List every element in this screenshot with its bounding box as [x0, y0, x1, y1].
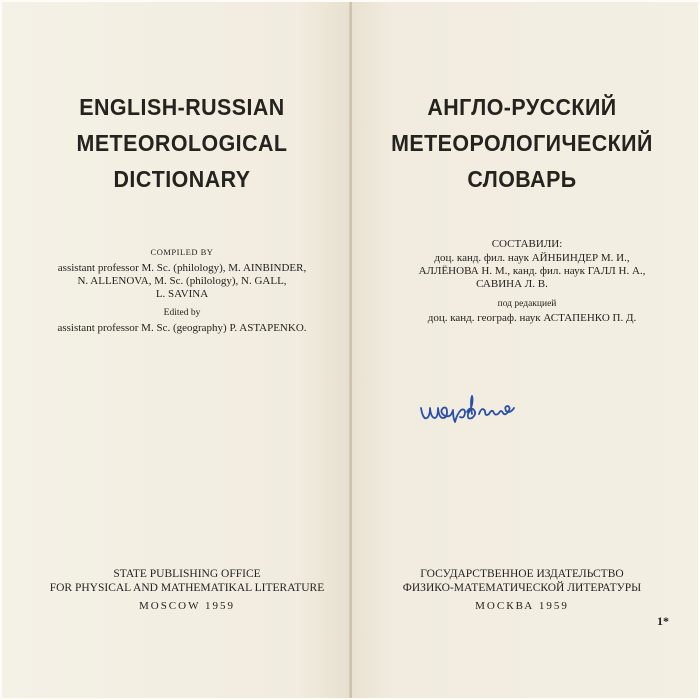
russian-compilers-line-3: САВИНА Л. В. [476, 278, 548, 290]
right-page-russian [352, 2, 698, 698]
russian-publisher-line-1: ГОСУДАРСТВЕННОЕ ИЗДАТЕЛЬСТВО [420, 568, 624, 580]
russian-title-line-1: АНГЛО-РУССКИЙ [427, 94, 617, 120]
russian-title-line-2: МЕТЕОРОЛОГИЧЕСКИЙ [391, 130, 653, 156]
russian-title-line-3: СЛОВАРЬ [467, 166, 577, 192]
english-compiled-by-label: COMPILED BY [150, 247, 214, 257]
russian-compilers-line-2: АЛЛЁНОВА Н. М., канд. фил. наук ГАЛЛ Н. А., [418, 265, 646, 277]
english-title-line-3: DICTIONARY [113, 166, 251, 192]
english-publisher-line-1: STATE PUBLISHING OFFICE [113, 568, 261, 580]
handwritten-signature [417, 394, 527, 434]
russian-place-year: МОСКВА 1959 [475, 600, 569, 612]
russian-edited-by-label: под редакцией [497, 299, 557, 309]
russian-compilers-line-1: доц. канд. фил. наук АЙНБИНДЕР М. И., [434, 252, 630, 264]
russian-editor-line: доц. канд. географ. наук АСТАПЕНКО П. Д. [427, 312, 637, 324]
book-spread [2, 2, 698, 698]
english-compilers-line-3: L. SAVINA [155, 288, 209, 300]
english-place-year: MOSCOW 1959 [138, 600, 236, 612]
english-compilers-line-2: N. ALLENOVA, M. Sc. (philology), N. GALL, [77, 275, 287, 287]
english-title-line-1: ENGLISH-RUSSIAN [79, 94, 285, 120]
russian-compiled-by-label: СОСТАВИЛИ: [491, 238, 563, 250]
english-compilers-line-1: assistant professor M. Sc. (philology), M. AINBINDER, [57, 262, 307, 274]
russian-publisher-line-2: ФИЗИКО-МАТЕМАТИЧЕСКОЙ ЛИТЕРАТУРЫ [402, 582, 642, 594]
page-signature-marker: 1* [657, 614, 669, 628]
english-editor-line: assistant professor M. Sc. (geography) P. ASTAPENKO. [57, 322, 307, 334]
english-title-line-2: METEOROLOGICAL [76, 130, 288, 156]
english-edited-by-label: Edited by [163, 308, 201, 318]
left-page-english [2, 2, 351, 698]
english-publisher-line-2: FOR PHYSICAL AND MATHEMATIKAL LITERATURE [49, 582, 325, 594]
